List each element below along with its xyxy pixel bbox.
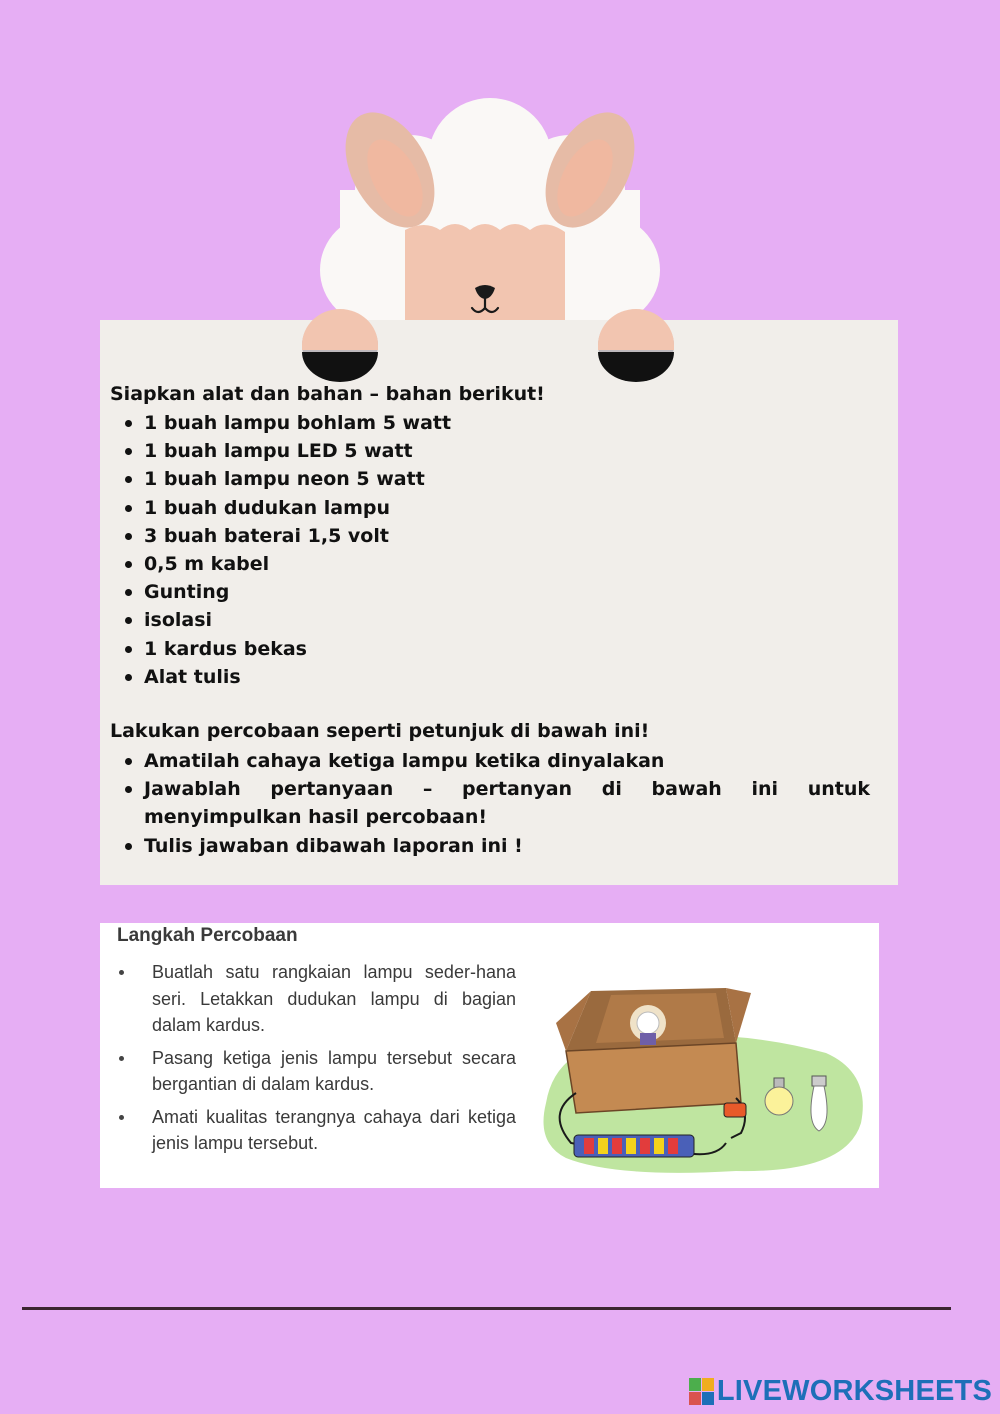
list-item: isolasi	[110, 606, 870, 634]
list-item: Pasang ketiga jenis lampu tersebut secara bergantian di dalam kardus.	[114, 1045, 516, 1098]
list-item: 3 buah baterai 1,5 volt	[110, 522, 870, 550]
list-item: 1 buah lampu bohlam 5 watt	[110, 409, 870, 437]
instructions-list	[110, 747, 870, 860]
sheep-paw-right	[598, 309, 674, 382]
sheep-paw-left	[302, 309, 378, 382]
experiment-illustration	[536, 983, 870, 1183]
liveworksheets-logo-icon	[689, 1378, 715, 1406]
liveworksheets-brand	[689, 1375, 992, 1408]
battery-pack	[574, 1135, 694, 1157]
materials-heading: Siapkan alat dan bahan – bahan berikut!	[110, 383, 545, 405]
list-item: 1 buah dudukan lampu	[110, 494, 870, 522]
list-item: Amati kualitas terangnya cahaya dari ketiga jenis lampu tersebut.	[114, 1104, 516, 1157]
list-item: Buatlah satu rangkaian lampu seder-hana seri. Letakkan dudukan lampu di bagian dalam kardus.	[114, 959, 516, 1039]
list-item: 1 kardus bekas	[110, 635, 870, 663]
instructions-heading: Lakukan percobaan seperti petunjuk di bawah ini!	[110, 720, 650, 742]
list-item: Tulis jawaban dibawah laporan ini !	[110, 832, 870, 860]
brand-text: LIVEWORKSHEETS	[716, 1375, 992, 1407]
list-item: Alat tulis	[110, 663, 870, 691]
list-item: Jawablah pertanyaan – pertanyan di bawah ini untuk menyimpulkan hasil percobaan!	[110, 775, 870, 831]
bulb-neon	[811, 1076, 827, 1131]
list-item: Amatilah cahaya ketiga lampu ketika dinyalakan	[110, 747, 870, 775]
list-item: 1 buah lampu LED 5 watt	[110, 437, 870, 465]
steps-list	[114, 959, 516, 1163]
switch	[724, 1103, 746, 1117]
list-item: Gunting	[110, 578, 870, 606]
list-item: 1 buah lampu neon 5 watt	[110, 465, 870, 493]
materials-list	[110, 409, 870, 691]
steps-title: Langkah Percobaan	[117, 925, 298, 946]
steps-panel	[100, 923, 879, 1188]
list-item: 0,5 m kabel	[110, 550, 870, 578]
divider	[22, 1307, 951, 1310]
